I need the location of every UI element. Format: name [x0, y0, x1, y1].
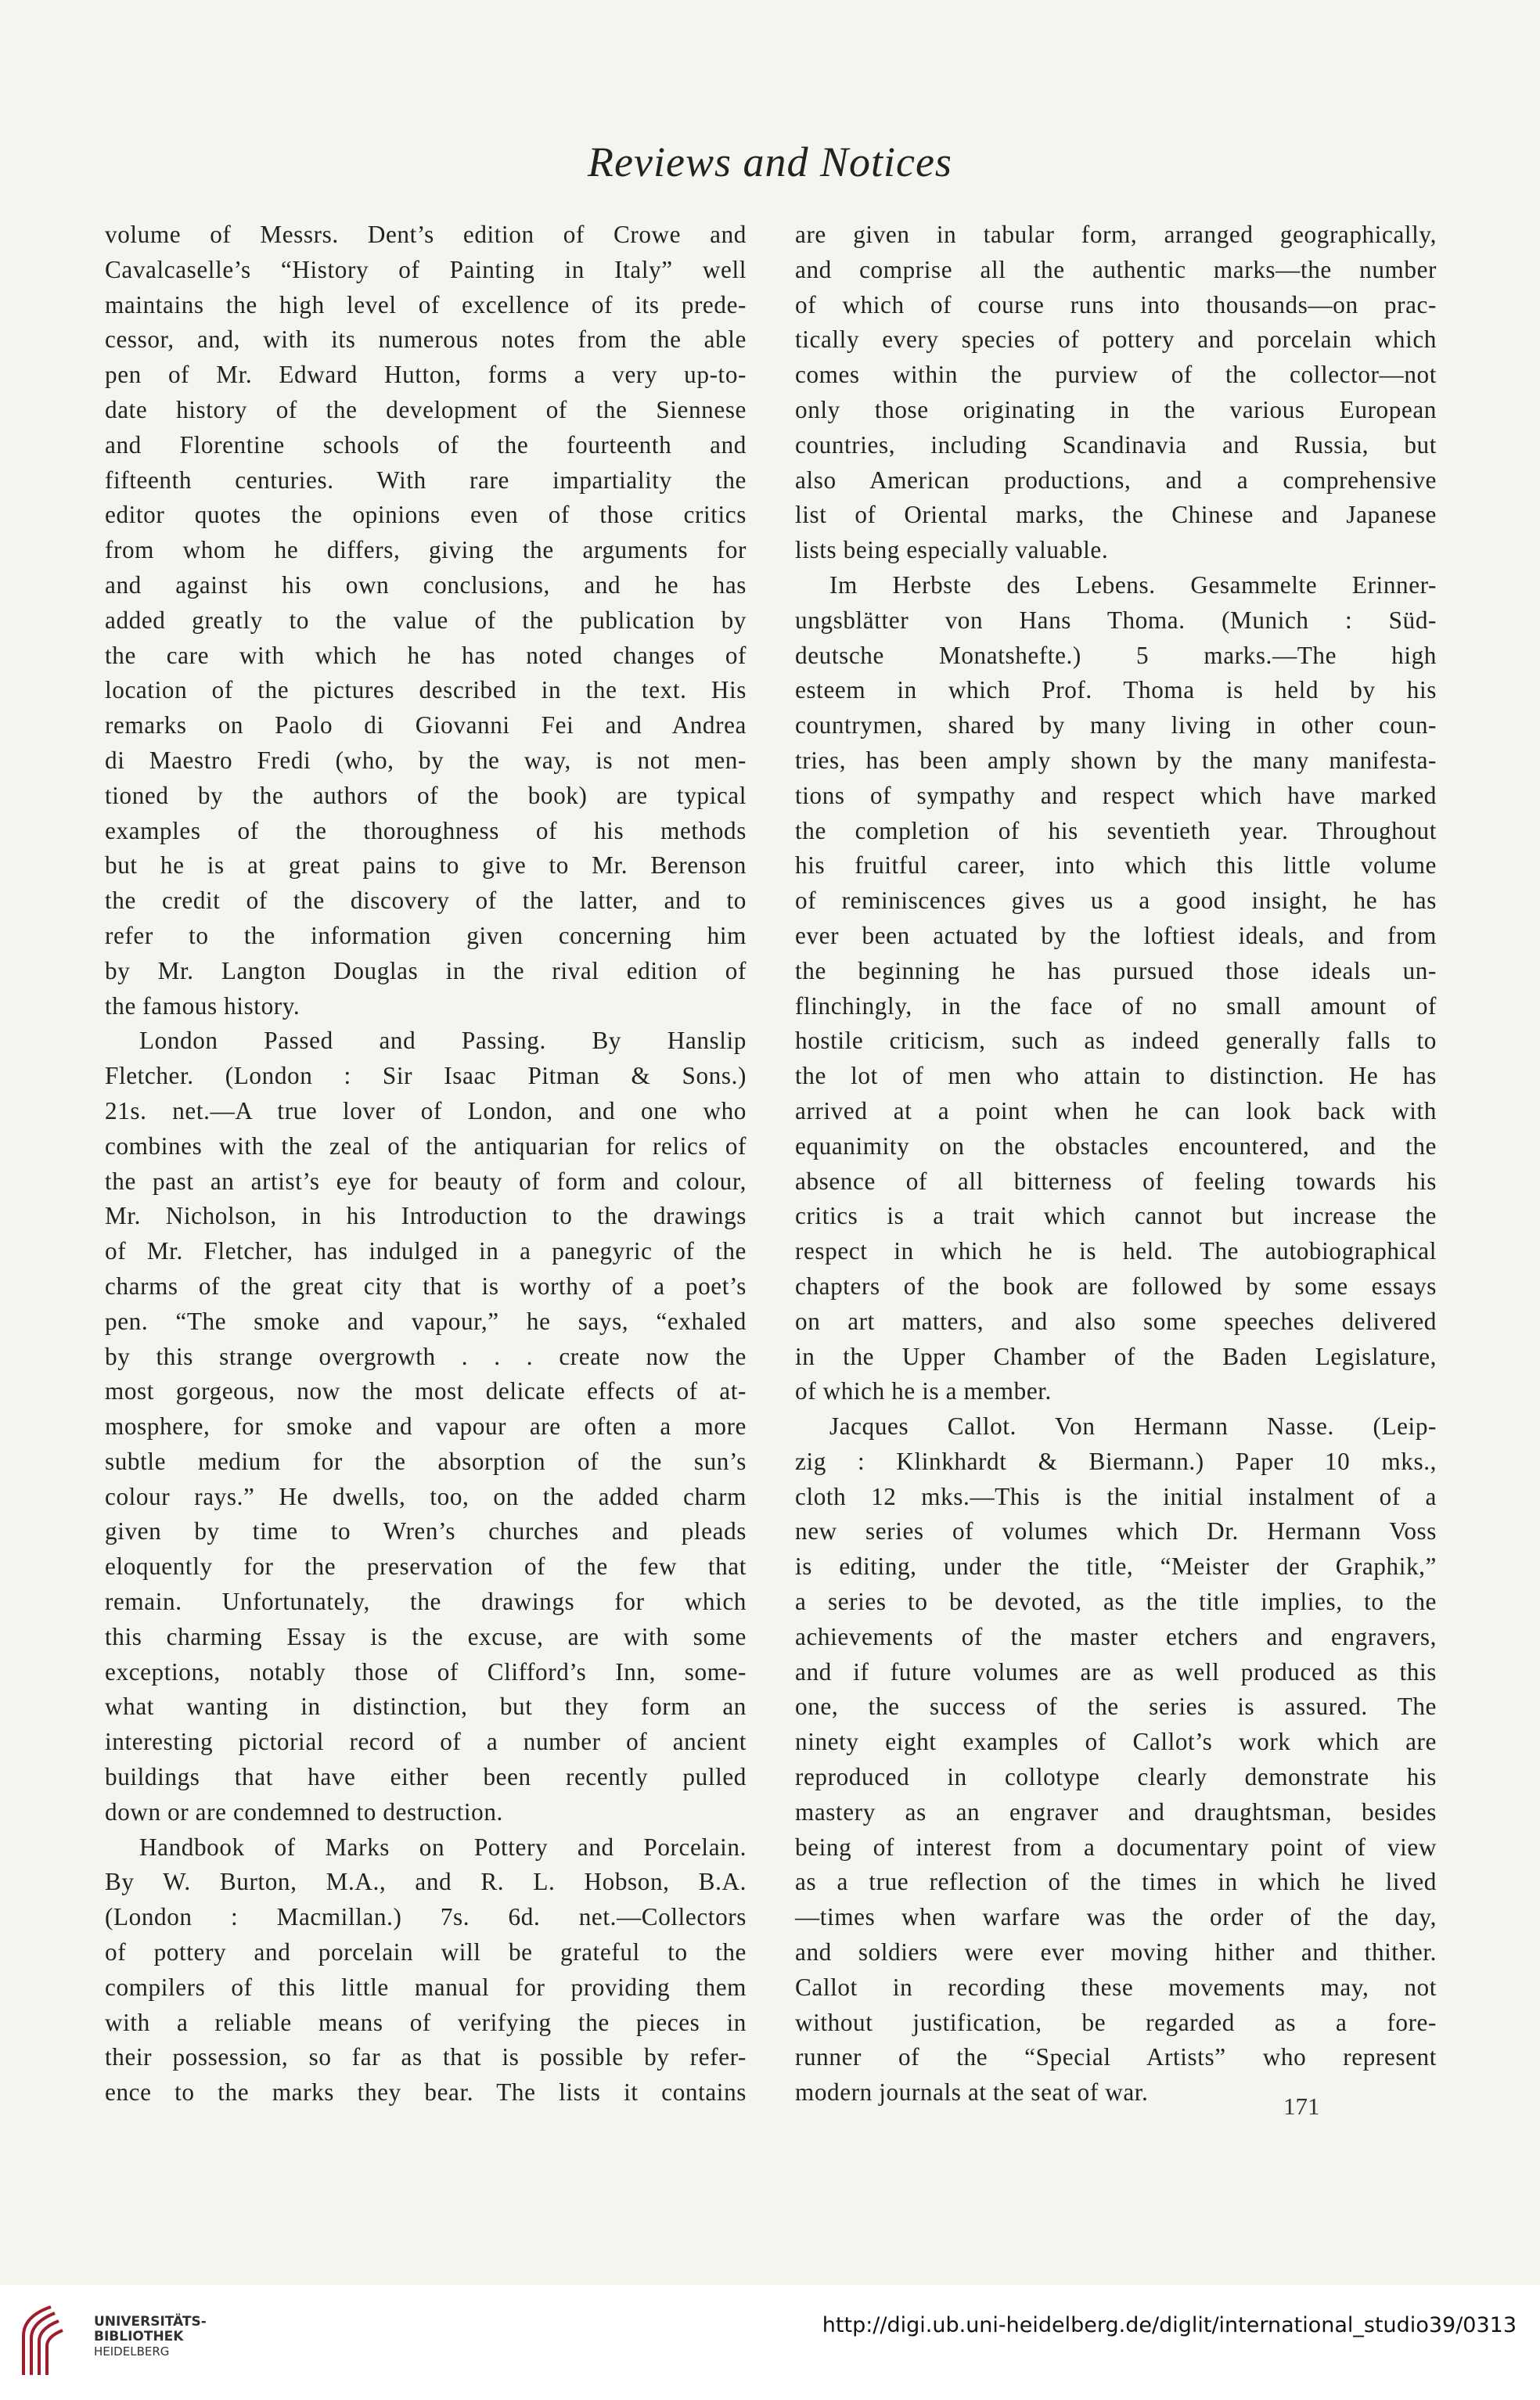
- text-line: flinchingly, in the face of no small amount of: [795, 991, 1437, 1020]
- text-line: arrived at a point when he can look back with: [795, 1096, 1437, 1124]
- text-line: is editing, under the title, “Meister der Graphik,”: [795, 1553, 1437, 1581]
- text-line: runner of the “Special Artists” who represent: [795, 2043, 1437, 2071]
- text-line: —times when warfare was the order of the day,: [795, 1903, 1437, 1931]
- text-line: ence to the marks they bear. The lists it contains: [105, 2078, 747, 2107]
- text-line: modern journals at the seat of war.: [795, 2078, 1149, 2107]
- text-line: chapters of the book are followed by some essays: [795, 1272, 1437, 1300]
- text-line: pen of Mr. Edward Hutton, forms a very up-to-: [105, 361, 747, 389]
- text-line: of which of course runs into thousands—on prac-: [795, 290, 1437, 318]
- text-line: absence of all bitterness of feeling towards his: [795, 1167, 1437, 1195]
- text-line: added greatly to the value of the publication by: [105, 606, 747, 634]
- text-line: date history of the development of the Siennese: [105, 395, 747, 423]
- library-logo-icon: [16, 2301, 86, 2379]
- text-line: volume of Messrs. Dent’s edition of Crowe and: [105, 221, 747, 248]
- text-line: what wanting in distinction, but they form an: [105, 1693, 747, 1721]
- text-line: Im Herbste des Lebens. Gesammelte Erinner-: [829, 570, 1437, 599]
- library-city: HEIDELBERG: [94, 2344, 170, 2359]
- text-line: location of the pictures described in the text. His: [105, 676, 747, 704]
- text-line: interesting pictorial record of a number of ancient: [105, 1728, 747, 1756]
- text-line: of reminiscences gives us a good insight, he has: [795, 887, 1437, 915]
- text-line: are given in tabular form, arranged geographically,: [795, 221, 1437, 248]
- text-line: countries, including Scandinavia and Russia, but: [795, 430, 1437, 459]
- text-line: Handbook of Marks on Pottery and Porcelain.: [139, 1833, 747, 1861]
- text-line: tically every species of pottery and porcelain which: [795, 326, 1437, 354]
- text-line: of Mr. Fletcher, has indulged in a panegyric of the: [105, 1237, 747, 1265]
- text-line: and comprise all the authentic marks—the number: [795, 255, 1437, 283]
- text-line: of which he is a member.: [795, 1377, 1052, 1405]
- text-line: Mr. Nicholson, in his Introduction to the drawings: [105, 1202, 747, 1230]
- text-line: critics is a trait which cannot but increase the: [795, 1202, 1437, 1230]
- text-line: given by time to Wren’s churches and pleads: [105, 1517, 747, 1545]
- text-line: cessor, and, with its numerous notes from the able: [105, 326, 747, 354]
- text-line: and soldiers were ever moving hither and thither.: [795, 1938, 1437, 1966]
- text-line: ever been actuated by the loftiest ideals, and from: [795, 921, 1437, 949]
- text-line: fifteenth centuries. With rare impartiality the: [105, 466, 747, 494]
- text-line: the famous history.: [105, 991, 300, 1020]
- library-name-line2: BIBLIOTHEK: [94, 2329, 184, 2344]
- text-line: by this strange overgrowth . . . create now the: [105, 1342, 747, 1370]
- text-line: by Mr. Langton Douglas in the rival edition of: [105, 956, 747, 984]
- text-line: achievements of the master etchers and engravers,: [795, 1622, 1437, 1650]
- text-line: maintains the high level of excellence of its prede-: [105, 290, 747, 318]
- text-line: tries, has been amply shown by the many manifesta-: [795, 746, 1437, 774]
- right-column: [795, 218, 1437, 2110]
- text-line: but he is at great pains to give to Mr. Berenson: [105, 851, 747, 880]
- running-header: Reviews and Notices: [588, 139, 952, 185]
- text-line: 21s. net.—A true lover of London, and one who: [105, 1096, 747, 1124]
- text-line: comes within the purview of the collector—not: [795, 361, 1437, 389]
- text-line: most gorgeous, now the most delicate effects of at-: [105, 1377, 747, 1405]
- text-line: down or are condemned to destruction.: [105, 1797, 503, 1826]
- text-line: mastery as an engraver and draughtsman, besides: [795, 1797, 1437, 1826]
- text-line: his fruitful career, into which this little volume: [795, 851, 1437, 880]
- text-line: ungsblätter von Hans Thoma. (Munich : Süd-: [795, 606, 1437, 634]
- page-number: 171: [1283, 2092, 1320, 2120]
- text-line: hostile criticism, such as indeed generally falls to: [795, 1027, 1437, 1055]
- text-line: reproduced in collotype clearly demonstrate his: [795, 1763, 1437, 1791]
- text-line: this charming Essay is the excuse, are with some: [105, 1622, 747, 1650]
- text-line: Callot in recording these movements may, not: [795, 1973, 1437, 2001]
- text-line: in the Upper Chamber of the Baden Legislature,: [795, 1342, 1437, 1370]
- text-line: new series of volumes which Dr. Hermann Voss: [795, 1517, 1437, 1545]
- text-line: a series to be devoted, as the title implies, to the: [795, 1588, 1437, 1616]
- text-line: tioned by the authors of the book) are typical: [105, 781, 747, 809]
- text-line: the past an artist’s eye for beauty of form and colour,: [105, 1167, 747, 1195]
- text-line: lists being especially valuable.: [795, 536, 1109, 564]
- text-line: combines with the zeal of the antiquarian for relics of: [105, 1132, 747, 1160]
- text-line: refer to the information given concerning him: [105, 921, 747, 949]
- text-line: of pottery and porcelain will be grateful to the: [105, 1938, 747, 1966]
- text-line: zig : Klinkhardt & Biermann.) Paper 10 mks.,: [795, 1447, 1437, 1475]
- text-line: their possession, so far as that is possible by refer-: [105, 2043, 747, 2071]
- text-line: di Maestro Fredi (who, by the way, is not men-: [105, 746, 747, 774]
- library-name-line1: UNIVERSITÄTS-: [94, 2314, 207, 2330]
- text-line: colour rays.” He dwells, too, on the added charm: [105, 1482, 747, 1510]
- text-line: the beginning he has pursued those ideals un-: [795, 956, 1437, 984]
- text-line: the credit of the discovery of the latter, and to: [105, 887, 747, 915]
- text-line: tions of sympathy and respect which have marked: [795, 781, 1437, 809]
- text-line: Fletcher. (London : Sir Isaac Pitman & Sons.): [105, 1062, 747, 1090]
- footer-bar: [0, 2285, 1540, 2400]
- text-line: charms of the great city that is worthy of a poet’s: [105, 1272, 747, 1300]
- text-line: esteem in which Prof. Thoma is held by his: [795, 676, 1437, 704]
- text-line: editor quotes the opinions even of those critics: [105, 501, 747, 529]
- text-line: remain. Unfortunately, the drawings for which: [105, 1588, 747, 1616]
- text-line: and Florentine schools of the fourteenth and: [105, 430, 747, 459]
- text-line: buildings that have either been recently pulled: [105, 1763, 747, 1791]
- text-line: mosphere, for smoke and vapour are often a more: [105, 1412, 747, 1441]
- text-line: countrymen, shared by many living in other coun-: [795, 711, 1437, 739]
- text-line: with a reliable means of verifying the pieces in: [105, 2008, 747, 2036]
- text-line: without justification, be regarded as a fore-: [795, 2008, 1437, 2036]
- text-line: By W. Burton, M.A., and R. L. Hobson, B.A.: [105, 1868, 747, 1896]
- text-line: exceptions, notably those of Clifford’s Inn, some-: [105, 1657, 747, 1686]
- text-line: ninety eight examples of Callot’s work which are: [795, 1728, 1437, 1756]
- text-line: also American productions, and a comprehensive: [795, 466, 1437, 494]
- text-line: the lot of men who attain to distinction. He has: [795, 1062, 1437, 1090]
- source-url-link[interactable]: http://digi.ub.uni-heidelberg.de/diglit/international_studio39/0313: [822, 2313, 1517, 2337]
- library-name: [94, 2315, 207, 2359]
- text-line: as a true reflection of the times in which he lived: [795, 1868, 1437, 1896]
- text-line: compilers of this little manual for providing them: [105, 1973, 747, 2001]
- text-line: one, the success of the series is assured. The: [795, 1693, 1437, 1721]
- text-line: from whom he differs, giving the arguments for: [105, 536, 747, 564]
- text-line: being of interest from a documentary point of view: [795, 1833, 1437, 1861]
- text-line: equanimity on the obstacles encountered, and the: [795, 1132, 1437, 1160]
- text-line: and if future volumes are as well produced as this: [795, 1657, 1437, 1686]
- text-line: the care with which he has noted changes of: [105, 641, 747, 669]
- text-line: London Passed and Passing. By Hanslip: [139, 1027, 747, 1055]
- text-line: on art matters, and also some speeches delivered: [795, 1307, 1437, 1335]
- text-line: Jacques Callot. Von Hermann Nasse. (Leip-: [829, 1412, 1437, 1441]
- left-column: [105, 218, 747, 2110]
- text-line: deutsche Monatshefte.) 5 marks.—The high: [795, 641, 1437, 669]
- text-line: cloth 12 mks.—This is the initial instalment of a: [795, 1482, 1437, 1510]
- text-line: only those originating in the various European: [795, 395, 1437, 423]
- text-line: subtle medium for the absorption of the sun’s: [105, 1447, 747, 1475]
- text-line: respect in which he is held. The autobiographical: [795, 1237, 1437, 1265]
- text-line: (London : Macmillan.) 7s. 6d. net.—Collectors: [105, 1903, 747, 1931]
- text-line: the completion of his seventieth year. Throughout: [795, 816, 1437, 844]
- text-line: eloquently for the preservation of the few that: [105, 1553, 747, 1581]
- text-line: and against his own conclusions, and he has: [105, 570, 747, 599]
- text-line: list of Oriental marks, the Chinese and Japanese: [795, 501, 1437, 529]
- text-line: remarks on Paolo di Giovanni Fei and Andrea: [105, 711, 747, 739]
- text-line: pen. “The smoke and vapour,” he says, “exhaled: [105, 1307, 747, 1335]
- text-line: examples of the thoroughness of his methods: [105, 816, 747, 844]
- text-line: Cavalcaselle’s “History of Painting in Italy” well: [105, 255, 747, 283]
